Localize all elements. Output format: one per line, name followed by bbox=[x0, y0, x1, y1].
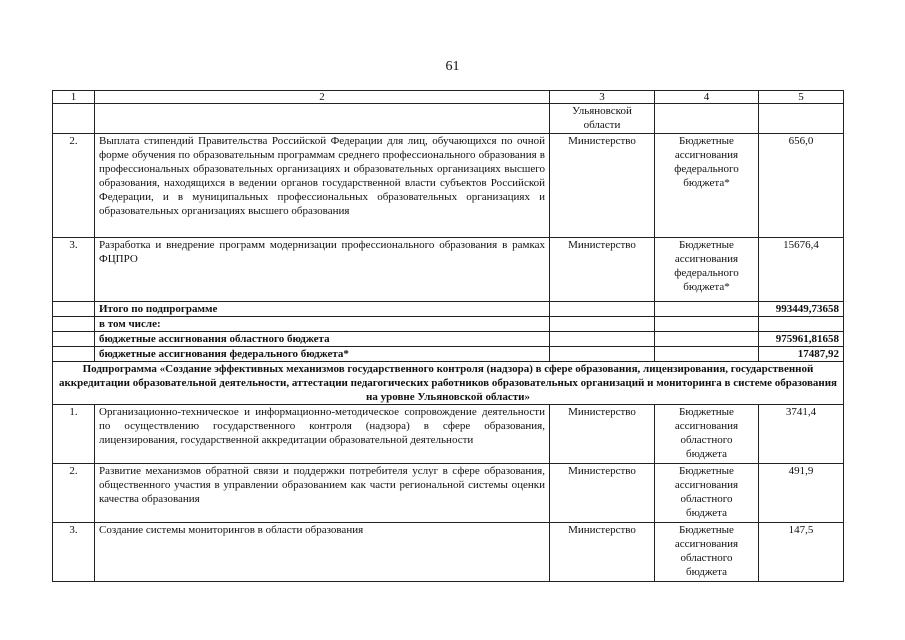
table-row bbox=[53, 134, 844, 238]
executor: Министерство bbox=[550, 464, 655, 523]
total-amount bbox=[759, 317, 844, 332]
total-row bbox=[53, 317, 844, 332]
total-row bbox=[53, 347, 844, 362]
program-table bbox=[52, 90, 844, 582]
table-row bbox=[53, 523, 844, 582]
subprogram-title: Подпрограмма «Создание эффективных механизмов государственного контроля (надзора) в сфере образования, лицензирования, государственной аккредитации образовательной деятельности, аттестации педагогических работников образовательных организаций и мониторинга в системе образования на уровне Ульяновской области» bbox=[53, 362, 844, 405]
total-row bbox=[53, 332, 844, 347]
header-row bbox=[53, 91, 844, 104]
amount: 15676,4 bbox=[759, 238, 844, 302]
executor: Министерство bbox=[550, 405, 655, 464]
table-row bbox=[53, 464, 844, 523]
total-amount: 993449,73658 bbox=[759, 302, 844, 317]
amount: 656,0 bbox=[759, 134, 844, 238]
row-number: 3. bbox=[53, 238, 95, 302]
header-col-4: 4 bbox=[655, 91, 759, 104]
continuation-executor: Ульяновской области bbox=[550, 104, 655, 134]
row-number: 1. bbox=[53, 405, 95, 464]
executor: Министерство bbox=[550, 523, 655, 582]
header-col-2: 2 bbox=[95, 91, 550, 104]
total-label: бюджетные ассигнования федерального бюджета* bbox=[95, 347, 550, 362]
table-row bbox=[53, 238, 844, 302]
amount: 147,5 bbox=[759, 523, 844, 582]
row-number: 2. bbox=[53, 464, 95, 523]
total-row bbox=[53, 302, 844, 317]
subprogram-row bbox=[53, 362, 844, 405]
total-amount: 17487,92 bbox=[759, 347, 844, 362]
table-row bbox=[53, 405, 844, 464]
executor: Министерство bbox=[550, 238, 655, 302]
funding-source: Бюджетные ассигнования федерального бюджета* bbox=[655, 238, 759, 302]
total-label: бюджетные ассигнования областного бюджета bbox=[95, 332, 550, 347]
activity-description: Развитие механизмов обратной связи и поддержки потребителя услуг в сфере образования, общественного участия в управлении образованием как части региональной системы оценки качества образования bbox=[95, 464, 550, 523]
executor: Министерство bbox=[550, 134, 655, 238]
activity-description: Создание системы мониторингов в области образования bbox=[95, 523, 550, 582]
funding-source: Бюджетные ассигнования областного бюджета bbox=[655, 523, 759, 582]
total-label: Итого по подпрограмме bbox=[95, 302, 550, 317]
activity-description: Разработка и внедрение программ модернизации профессионального образования в рамках ФЦПРО bbox=[95, 238, 550, 302]
page-number: 61 bbox=[445, 59, 460, 74]
amount: 3741,4 bbox=[759, 405, 844, 464]
total-amount: 975961,81658 bbox=[759, 332, 844, 347]
row-number: 2. bbox=[53, 134, 95, 238]
row-number: 3. bbox=[53, 523, 95, 582]
activity-description: Организационно-техническое и информационно-методическое сопровождение деятельности по осуществлению государственного контроля (надзора) в сфере образования, лицензирования, государственной аккредитации образовательной деятельности bbox=[95, 405, 550, 464]
activity-description: Выплата стипендий Правительства Российской Федерации для лиц, обучающихся по очной форме обучения по образовательным программам среднего профессионального образования в профессиональных образовательных организациях и образовательных организациях высшего образования, находящихся в ведении органов государственной власти субъектов Российской Федерации, и в муниципальных профессиональных образовательных организациях и образовательных организациях высшего образования bbox=[95, 134, 550, 238]
funding-source: Бюджетные ассигнования областного бюджета bbox=[655, 464, 759, 523]
header-col-1: 1 bbox=[53, 91, 95, 104]
continuation-row bbox=[53, 104, 844, 134]
amount: 491,9 bbox=[759, 464, 844, 523]
header-col-3: 3 bbox=[550, 91, 655, 104]
total-label: в том числе: bbox=[95, 317, 550, 332]
header-col-5: 5 bbox=[759, 91, 844, 104]
funding-source: Бюджетные ассигнования областного бюджета bbox=[655, 405, 759, 464]
funding-source: Бюджетные ассигнования федерального бюджета* bbox=[655, 134, 759, 238]
